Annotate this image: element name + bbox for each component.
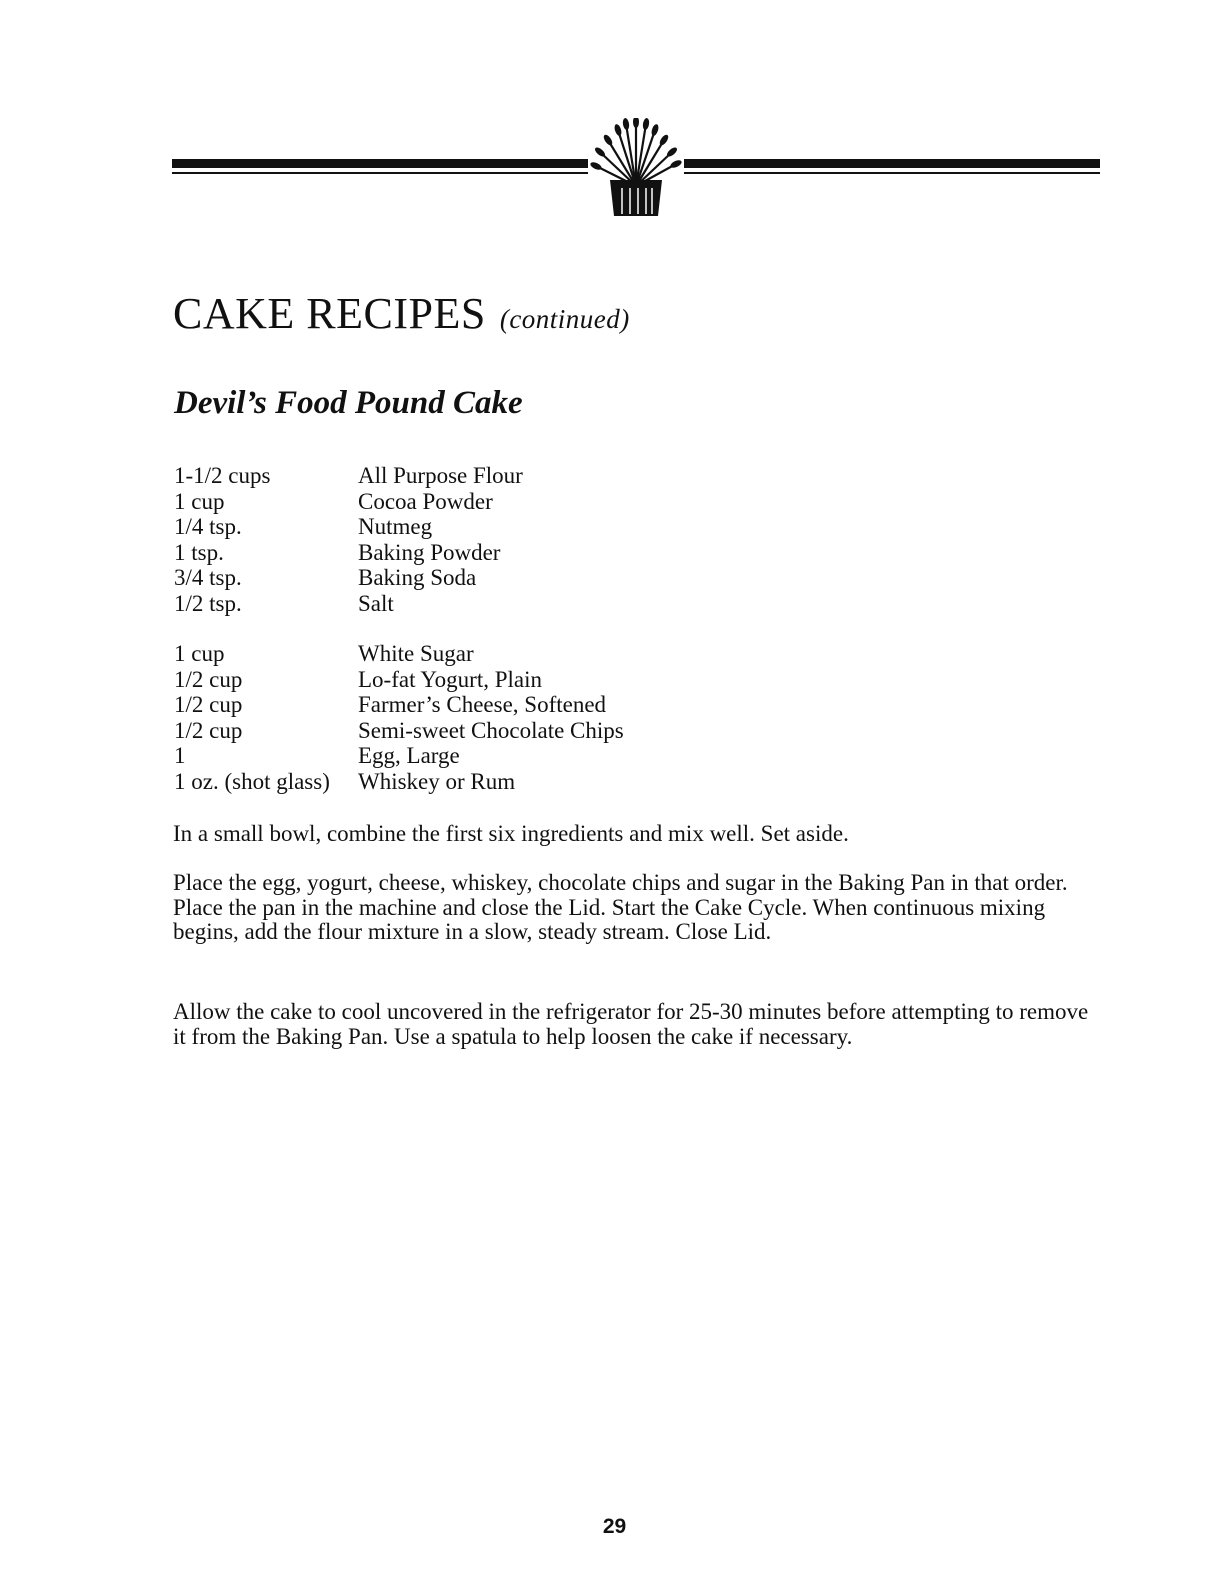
ingredient-row (174, 591, 523, 617)
ingredient-quantity: 1/2 tsp. (174, 590, 242, 616)
ingredient-name: Egg, Large (358, 743, 460, 768)
ingredient-name: Baking Powder (358, 539, 501, 565)
instruction-paragraph: Allow the cake to cool uncovered in the refrigerator for 25-30 minutes before attempting to remove it from the Baking Pan. Use a spatula to help loosen the cake if necessary. (173, 999, 1089, 1049)
ingredient-row (174, 565, 523, 591)
ingredient-name: Lo-fat Yogurt, Plain (358, 666, 542, 692)
ingredient-name: Nutmeg (358, 514, 433, 539)
ingredient-row (174, 641, 624, 667)
ingredient-name: Baking Soda (358, 565, 477, 590)
ingredient-name: Whiskey or Rum (358, 768, 516, 794)
ingredient-quantity: 1 cup (174, 488, 225, 514)
ingredient-row (174, 718, 624, 744)
ingredient-name: Salt (358, 590, 394, 616)
ingredient-row (174, 769, 624, 795)
section-subtitle: (continued) (499, 304, 630, 334)
ingredient-row (174, 489, 523, 515)
ingredient-name: Farmer’s Cheese, Softened (358, 692, 607, 717)
ingredient-name: Semi-sweet Chocolate Chips (358, 717, 624, 743)
ingredient-row (174, 667, 624, 693)
ingredient-quantity: 1/4 tsp. (174, 514, 242, 539)
ingredient-list-dry (174, 463, 523, 616)
ingredient-quantity: 1/2 cup (174, 692, 243, 717)
instruction-paragraph: Place the egg, yogurt, cheese, whiskey, chocolate chips and sugar in the Baking Pan in that order. Place the pan in the machine and close the Lid. Start the Cake Cycle. When continuous mixing begins, add the flour mixture in a slow, steady stream. Close Lid. (173, 870, 1068, 944)
ingredient-row (174, 540, 523, 566)
section-title (173, 288, 630, 339)
recipe-title: Devil’s Food Pound Cake (174, 385, 523, 421)
ingredient-name: White Sugar (358, 641, 474, 666)
page-number: 29 (602, 1515, 627, 1538)
ingredient-name: All Purpose Flour (358, 463, 523, 488)
ingredient-quantity: 1 cup (174, 641, 225, 666)
instruction-paragraph: In a small bowl, combine the first six ingredients and mix well. Set aside. (173, 821, 849, 846)
ingredient-quantity: 1 oz. (shot glass) (174, 768, 330, 794)
ingredient-list-wet (174, 641, 624, 794)
ingredient-row (174, 692, 624, 718)
ingredient-quantity: 3/4 tsp. (174, 565, 242, 590)
ingredient-quantity: 1 tsp. (174, 539, 224, 565)
ingredient-quantity: 1-1/2 cups (174, 463, 271, 488)
wheat-sheaf-icon (588, 118, 684, 218)
ingredient-name: Cocoa Powder (358, 488, 493, 514)
ingredient-quantity: 1/2 cup (174, 717, 243, 743)
section-title-text: CAKE RECIPES (173, 289, 486, 338)
ingredient-quantity: 1 (174, 743, 186, 768)
ingredient-row (174, 514, 523, 540)
ingredient-quantity: 1/2 cup (174, 666, 243, 692)
ingredient-row (174, 743, 624, 769)
ingredient-row (174, 463, 523, 489)
